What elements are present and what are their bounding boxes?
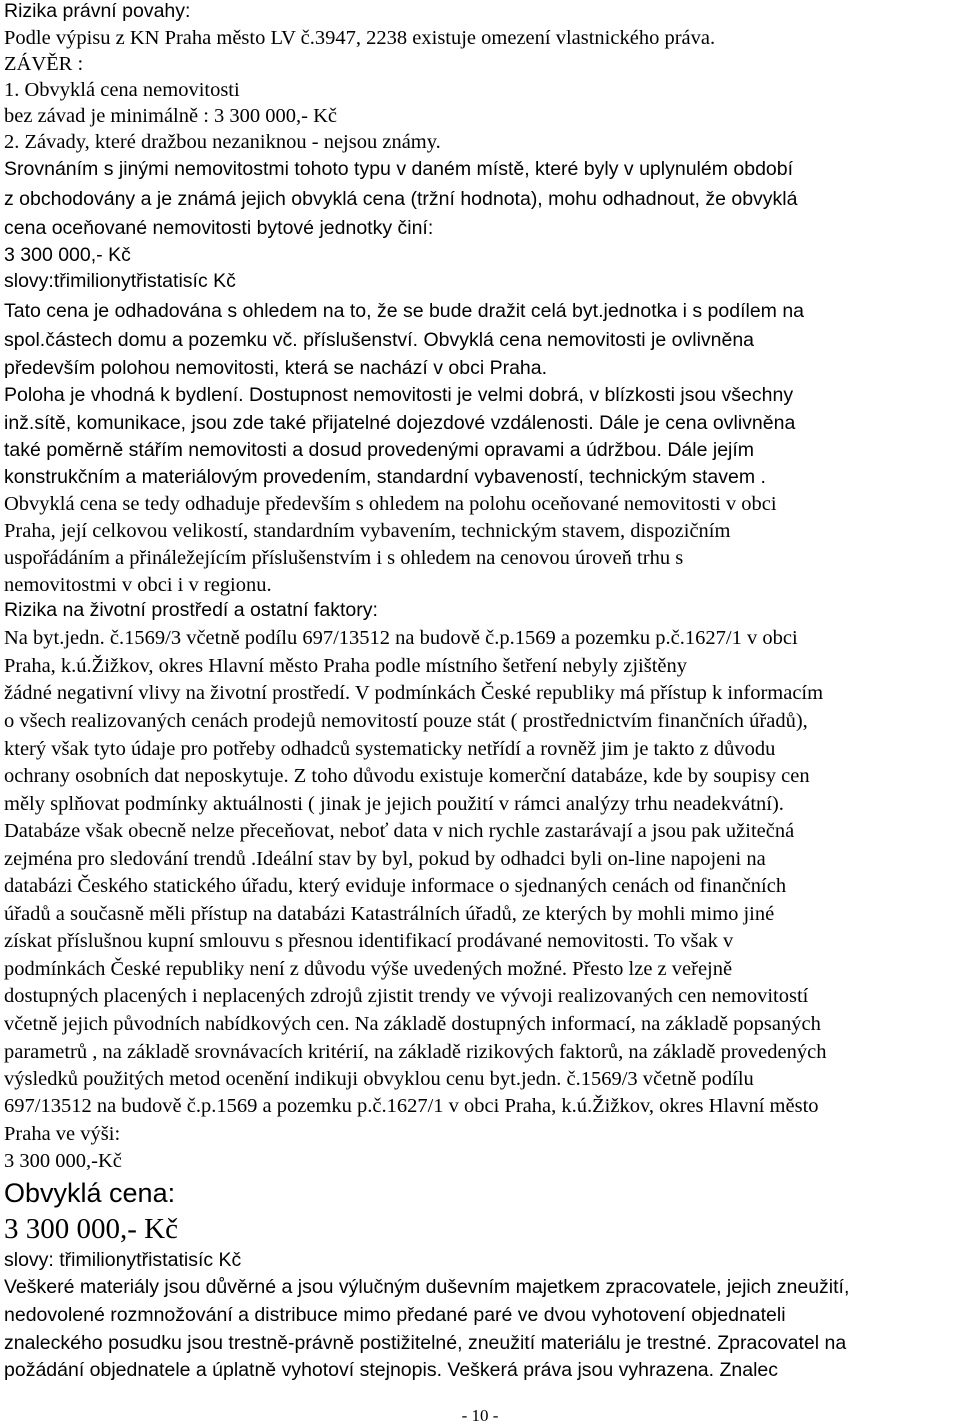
text-line: 1. Obvyklá cena nemovitosti xyxy=(4,79,240,101)
text-line: nemovitostmi v obci i v regionu. xyxy=(4,574,272,596)
text-line: žádné negativní vlivy na životní prostředí. V podmínkách České republiky má přístup k informacím xyxy=(4,682,824,704)
text-line: dostupných placených i neplacených zdrojů zjistit trendy ve vývoji realizovaných cen nemovitostí xyxy=(4,985,809,1007)
text-line: 3 300 000,-Kč xyxy=(4,1150,122,1172)
text-line: inž.sítě, komunikace, jsou zde také přijatelné dojezdové vzdálenosti. Dále je cena ovlivněna xyxy=(4,412,796,434)
text-line: Poloha je vhodná k bydlení. Dostupnost nemovitosti je velmi dobrá, v blízkosti jsou všechny xyxy=(4,384,794,406)
text-line: měly splňovat podmínky aktuálnosti ( jinak je jejich použití v rámci analýzy trhu neadekvátní). xyxy=(4,793,784,815)
text-line: Srovnáním s jinými nemovitostmi tohoto typu v daném místě, které byly v uplynulém období xyxy=(4,158,794,180)
text-line: Na byt.jedn. č.1569/3 včetně podílu 697/13512 na budově č.p.1569 a pozemku p.č.1627/1 v obci xyxy=(4,627,798,649)
page-number: - 10 - xyxy=(461,1406,499,1425)
text-line: uspořádáním a přináležejícím příslušenstvím i s ohledem na cenovou úroveň trhu s xyxy=(4,547,684,569)
text-line: Veškeré materiály jsou důvěrné a jsou výlučným duševním majetkem zpracovatele, jejich zneužití, xyxy=(4,1276,850,1298)
text-line: bez závad je minimálně : 3 300 000,- Kč xyxy=(4,105,338,127)
text-line: znaleckého posudku jsou trestně-právně postižitelné, zneužití materiálu je trestné. Zpracovatel na xyxy=(4,1332,847,1354)
text-line: databázi Českého statického úřadu, který eviduje informace o sjednaných cenách od finančních xyxy=(4,875,787,897)
text-line: Praha, k.ú.Žižkov, okres Hlavní město Praha podle místního šetření nebyly zjištěny xyxy=(4,655,688,677)
text-line: 697/13512 na budově č.p.1569 a pozemku p.č.1627/1 v obci Praha, k.ú.Žižkov, okres Hlavní město xyxy=(4,1095,819,1117)
legal-risks-heading: Rizika právní povahy: xyxy=(4,0,191,22)
text-line: zejména pro sledování trendů .Ideální stav by byl, pokud by odhadci byli on-line napojeni na xyxy=(4,848,766,870)
text-line: Praha ve výši: xyxy=(4,1123,121,1145)
price-value: 3 300 000,- Kč xyxy=(4,244,131,266)
text-line: Praha, její celkovou velikostí, standardním vybavením, technickým stavem, dispozičním xyxy=(4,520,731,542)
text-line: o všech realizovaných cenách prodejů nemovitostí pouze stát ( prostřednictvím finančních úřadů), xyxy=(4,710,808,732)
text-line: parametrů , na základě srovnávacích kritérií, na základě rizikových faktorů, na základě provedených xyxy=(4,1041,827,1063)
conclusion-heading: ZÁVĚR : xyxy=(4,53,84,75)
text-line: také poměrně stářím nemovitosti a dosud provedenými opravami a údržbou. Dále jejím xyxy=(4,439,755,461)
text-line: Tato cena je odhadována s ohledem na to, že se bude dražit celá byt.jednotka i s podílem na xyxy=(4,300,805,322)
text-line: Databáze však obecně nelze přeceňovat, neboť data v nich rychle zastarávají a jsou pak užitečná xyxy=(4,820,795,842)
text-line: požádání objednatele a úplatně vyhotoví stejnopis. Veškerá práva jsou vyhrazena. Znalec xyxy=(4,1359,779,1381)
text-line: především polohou nemovitosti, která se nachází v obci Praha. xyxy=(4,357,548,379)
text-line: Podle výpisu z KN Praha město LV č.3947, 2238 existuje omezení vlastnického práva. xyxy=(4,27,716,49)
price-in-words: slovy:třimilionytřistatisíc Kč xyxy=(4,270,236,292)
text-line: který však tyto údaje pro potřeby odhadců systematicky netřídí a rovněž jim je takto z důvodu xyxy=(4,738,776,760)
usual-price-in-words: slovy: třimilionytřistatisíc Kč xyxy=(4,1249,242,1271)
text-line: spol.částech domu a pozemku vč. příslušenství. Obvyklá cena nemovitosti je ovlivněna xyxy=(4,329,755,351)
text-line: Obvyklá cena se tedy odhaduje především s ohledem na polohu oceňované nemovitosti v obci xyxy=(4,493,777,515)
text-line: z obchodovány a je známá jejich obvyklá cena (tržní hodnota), mohu odhadnout, že obvyklá xyxy=(4,188,798,210)
text-line: včetně jejich původních nabídkových cen. Na základě dostupných informací, na základě popsaných xyxy=(4,1013,821,1035)
text-line: cena oceňované nemovitosti bytové jednotky činí: xyxy=(4,217,434,239)
environment-risks-heading: Rizika na životní prostředí a ostatní faktory: xyxy=(4,599,378,621)
text-line: konstrukčním a materiálovým provedením, standardní vybaveností, technickým stavem . xyxy=(4,466,766,488)
text-line: výsledků použitých metod ocenění indikuji obvyklou cenu byt.jedn. č.1569/3 včetně podílu xyxy=(4,1068,754,1090)
usual-price-value: 3 300 000,- Kč xyxy=(4,1213,178,1245)
text-line: podmínkách České republiky není z důvodu výše uvedených možné. Přesto lze z veřejně xyxy=(4,958,733,980)
text-line: úřadů a současně měli přístup na databázi Katastrálních úřadů, ze kterých by mohli mimo jiné xyxy=(4,903,775,925)
text-line: 2. Závady, které dražbou nezaniknou - nejsou známy. xyxy=(4,131,441,153)
text-line: ochrany osobních dat neposkytuje. Z toho důvodu existuje komerční databáze, kde by soupisy cen xyxy=(4,765,810,787)
text-line: nedovolené rozmnožování a distribuce mimo předané paré ve dvou vyhotovení objednateli xyxy=(4,1304,786,1326)
usual-price-heading: Obvyklá cena: xyxy=(4,1178,176,1208)
text-line: získat příslušnou kupní smlouvu s přesnou identifikací prodávané nemovitosti. To však v xyxy=(4,930,734,952)
